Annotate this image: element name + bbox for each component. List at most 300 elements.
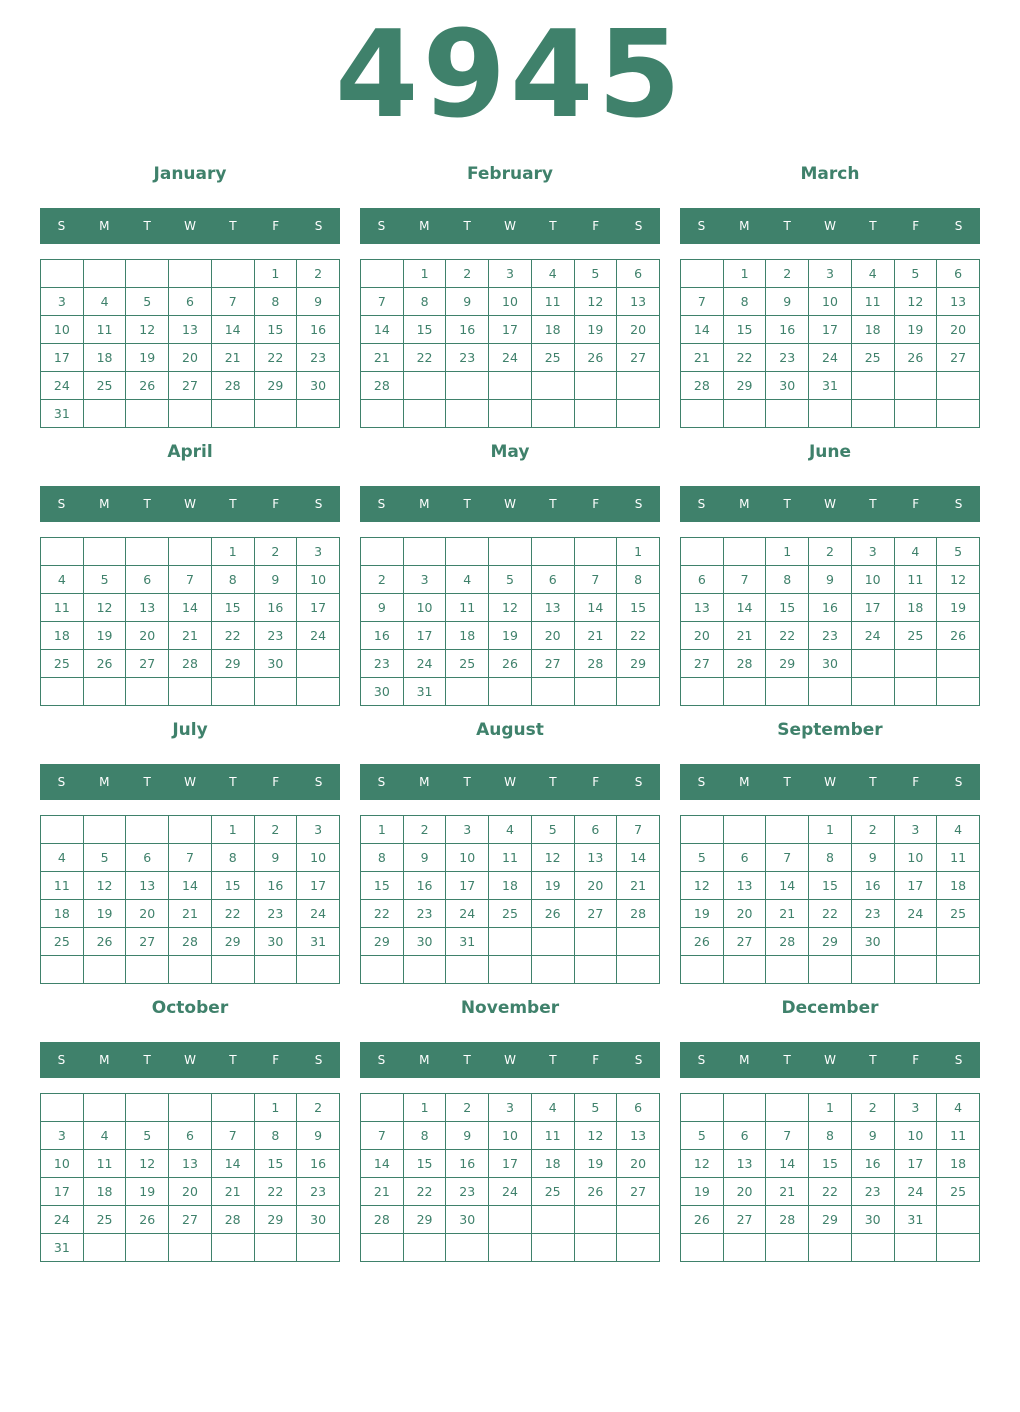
day-cell: 22	[809, 1178, 852, 1206]
day-cell	[361, 538, 404, 566]
weekday-label: T	[143, 497, 151, 511]
week-row	[41, 372, 340, 400]
day-cell: 25	[489, 900, 532, 928]
day-cell	[937, 400, 980, 428]
day-cell: 8	[211, 844, 254, 872]
weekday-label: W	[824, 775, 836, 789]
day-cell: 30	[254, 928, 297, 956]
day-cell: 6	[723, 844, 766, 872]
day-cell: 6	[531, 566, 574, 594]
weekday-label: S	[377, 497, 386, 511]
day-cell	[446, 400, 489, 428]
day-cell: 21	[617, 872, 660, 900]
day-cell: 26	[531, 900, 574, 928]
day-cell: 11	[83, 1150, 126, 1178]
day-cell: 13	[617, 288, 660, 316]
week-row	[41, 400, 340, 428]
day-cell	[723, 678, 766, 706]
day-cell: 21	[211, 344, 254, 372]
day-cell: 26	[574, 344, 617, 372]
day-cell: 7	[211, 1122, 254, 1150]
day-cell: 20	[723, 1178, 766, 1206]
day-cell	[211, 678, 254, 706]
day-cell	[574, 1234, 617, 1262]
week-row	[41, 956, 340, 984]
day-cell: 19	[126, 1178, 169, 1206]
week-row	[681, 400, 980, 428]
day-cell	[851, 400, 894, 428]
day-cell: 12	[574, 288, 617, 316]
day-cell	[489, 1206, 532, 1234]
week-row	[681, 566, 980, 594]
day-cell: 21	[723, 622, 766, 650]
day-cell: 13	[169, 1150, 212, 1178]
day-cell: 4	[41, 566, 84, 594]
day-cell: 10	[489, 1122, 532, 1150]
day-cell: 7	[681, 288, 724, 316]
day-cell: 16	[403, 872, 446, 900]
weekday-label: S	[697, 219, 706, 233]
day-cell: 19	[574, 1150, 617, 1178]
day-cell: 21	[169, 622, 212, 650]
day-cell: 31	[446, 928, 489, 956]
day-cell	[681, 400, 724, 428]
day-cell: 7	[211, 288, 254, 316]
day-cell: 6	[126, 844, 169, 872]
day-cell: 3	[297, 538, 340, 566]
day-cell: 21	[574, 622, 617, 650]
weekday-label: W	[184, 497, 196, 511]
day-cell: 8	[254, 1122, 297, 1150]
day-cell: 27	[169, 372, 212, 400]
day-cell: 19	[894, 316, 937, 344]
weekday-label: S	[634, 497, 643, 511]
day-cell	[617, 956, 660, 984]
day-cell: 22	[809, 900, 852, 928]
day-cell: 25	[531, 1178, 574, 1206]
week-row	[41, 594, 340, 622]
day-cell: 25	[894, 622, 937, 650]
day-cell: 20	[681, 622, 724, 650]
day-cell: 17	[41, 344, 84, 372]
day-cell: 18	[83, 344, 126, 372]
day-cell: 30	[809, 650, 852, 678]
day-cell: 4	[531, 260, 574, 288]
day-grid	[360, 537, 660, 706]
weekday-label: T	[463, 775, 471, 789]
weekday-label: T	[463, 219, 471, 233]
day-cell: 24	[297, 900, 340, 928]
day-cell: 6	[937, 260, 980, 288]
weekday-label: W	[184, 219, 196, 233]
day-cell: 26	[489, 650, 532, 678]
day-cell: 18	[531, 1150, 574, 1178]
day-cell	[574, 538, 617, 566]
weekday-label: S	[634, 219, 643, 233]
day-cell: 14	[169, 872, 212, 900]
day-cell: 16	[254, 594, 297, 622]
day-cell	[531, 372, 574, 400]
day-cell	[851, 678, 894, 706]
day-cell	[681, 678, 724, 706]
week-row	[361, 1150, 660, 1178]
day-cell	[361, 1234, 404, 1262]
day-cell: 2	[297, 1094, 340, 1122]
day-cell: 13	[531, 594, 574, 622]
day-cell: 2	[851, 1094, 894, 1122]
day-cell	[41, 1094, 84, 1122]
day-cell: 23	[403, 900, 446, 928]
weekday-header	[680, 208, 980, 244]
day-cell	[723, 1094, 766, 1122]
day-cell	[83, 816, 126, 844]
day-grid	[680, 815, 980, 984]
day-cell: 18	[531, 316, 574, 344]
day-cell: 1	[809, 1094, 852, 1122]
day-cell: 11	[41, 594, 84, 622]
week-row	[681, 260, 980, 288]
day-cell: 26	[83, 928, 126, 956]
day-cell: 10	[851, 566, 894, 594]
day-cell: 27	[681, 650, 724, 678]
day-cell	[169, 678, 212, 706]
day-cell: 23	[297, 344, 340, 372]
day-cell	[83, 956, 126, 984]
day-cell: 19	[937, 594, 980, 622]
weekday-label: M	[419, 775, 430, 789]
day-cell: 3	[894, 1094, 937, 1122]
day-cell: 17	[894, 1150, 937, 1178]
weekday-label: T	[143, 1053, 151, 1067]
weekday-label: S	[57, 219, 66, 233]
day-cell: 20	[126, 900, 169, 928]
weekday-header	[680, 764, 980, 800]
day-cell	[531, 1234, 574, 1262]
day-cell: 20	[169, 344, 212, 372]
day-grid	[40, 537, 340, 706]
day-grid	[40, 259, 340, 428]
week-row	[681, 372, 980, 400]
day-cell: 8	[254, 288, 297, 316]
day-cell: 12	[894, 288, 937, 316]
day-cell: 21	[211, 1178, 254, 1206]
weekday-label: T	[229, 1053, 237, 1067]
weekday-label: T	[783, 1053, 791, 1067]
day-cell: 29	[361, 928, 404, 956]
day-cell: 7	[766, 844, 809, 872]
day-cell: 6	[617, 1094, 660, 1122]
day-cell	[126, 816, 169, 844]
day-cell: 21	[766, 900, 809, 928]
day-cell: 1	[254, 260, 297, 288]
weekday-label: M	[739, 497, 750, 511]
day-cell: 18	[937, 1150, 980, 1178]
day-cell: 7	[617, 816, 660, 844]
week-row	[361, 1206, 660, 1234]
day-cell: 1	[766, 538, 809, 566]
month-name: September	[777, 720, 883, 740]
month-name: August	[476, 720, 544, 740]
day-cell: 31	[894, 1206, 937, 1234]
day-cell	[254, 1234, 297, 1262]
day-cell: 5	[531, 816, 574, 844]
day-cell: 30	[851, 1206, 894, 1234]
day-cell	[574, 956, 617, 984]
weekday-label: W	[504, 497, 516, 511]
day-cell: 6	[723, 1122, 766, 1150]
day-cell: 7	[723, 566, 766, 594]
day-cell	[489, 678, 532, 706]
day-cell: 9	[851, 844, 894, 872]
month-name: November	[460, 998, 560, 1018]
week-row	[41, 622, 340, 650]
day-cell: 26	[126, 1206, 169, 1234]
day-cell: 9	[766, 288, 809, 316]
day-cell: 16	[446, 1150, 489, 1178]
day-cell: 18	[489, 872, 532, 900]
day-cell: 19	[681, 1178, 724, 1206]
day-cell	[489, 372, 532, 400]
day-cell: 18	[851, 316, 894, 344]
day-cell: 22	[211, 900, 254, 928]
day-cell	[83, 538, 126, 566]
week-row	[41, 650, 340, 678]
week-row	[41, 1122, 340, 1150]
day-cell	[894, 678, 937, 706]
day-cell: 4	[937, 1094, 980, 1122]
day-cell: 30	[297, 372, 340, 400]
weekday-header	[680, 486, 980, 522]
week-row	[681, 872, 980, 900]
day-cell	[766, 1094, 809, 1122]
day-cell	[41, 538, 84, 566]
week-row	[41, 260, 340, 288]
day-cell	[531, 928, 574, 956]
day-cell: 7	[361, 288, 404, 316]
day-cell: 26	[83, 650, 126, 678]
day-cell: 5	[681, 844, 724, 872]
weekday-label: T	[229, 219, 237, 233]
weekday-label: M	[99, 497, 110, 511]
day-cell: 31	[403, 678, 446, 706]
week-row	[361, 566, 660, 594]
weekday-label: S	[57, 775, 66, 789]
day-cell	[83, 678, 126, 706]
week-row	[681, 844, 980, 872]
day-cell: 3	[489, 1094, 532, 1122]
day-cell: 28	[617, 900, 660, 928]
day-cell: 29	[766, 650, 809, 678]
day-cell	[211, 956, 254, 984]
day-cell: 6	[169, 288, 212, 316]
weekday-header	[40, 1042, 340, 1078]
day-cell: 14	[361, 1150, 404, 1178]
week-row	[41, 1178, 340, 1206]
year-title: 4945	[335, 6, 685, 145]
month-name: October	[151, 998, 229, 1018]
day-cell	[894, 1234, 937, 1262]
week-row	[681, 622, 980, 650]
day-cell	[766, 400, 809, 428]
weekday-label: S	[314, 497, 323, 511]
day-cell	[809, 956, 852, 984]
day-cell: 7	[766, 1122, 809, 1150]
weekday-label: S	[377, 1053, 386, 1067]
day-cell	[574, 928, 617, 956]
week-row	[41, 344, 340, 372]
day-cell: 18	[41, 900, 84, 928]
day-cell: 21	[361, 1178, 404, 1206]
day-cell	[894, 956, 937, 984]
day-cell	[41, 816, 84, 844]
day-cell	[297, 650, 340, 678]
day-cell: 13	[617, 1122, 660, 1150]
day-cell: 5	[83, 844, 126, 872]
day-cell: 24	[489, 344, 532, 372]
day-cell: 24	[41, 1206, 84, 1234]
day-cell: 28	[766, 1206, 809, 1234]
day-cell: 2	[446, 260, 489, 288]
day-cell: 16	[446, 316, 489, 344]
weekday-label: T	[869, 1053, 877, 1067]
day-cell: 15	[809, 872, 852, 900]
day-cell: 4	[894, 538, 937, 566]
day-cell	[681, 260, 724, 288]
week-row	[41, 928, 340, 956]
day-cell: 1	[809, 816, 852, 844]
day-cell: 8	[809, 1122, 852, 1150]
day-cell: 27	[723, 928, 766, 956]
day-cell: 23	[254, 900, 297, 928]
day-cell: 28	[211, 1206, 254, 1234]
day-cell: 9	[446, 1122, 489, 1150]
day-cell	[169, 400, 212, 428]
day-cell: 10	[297, 844, 340, 872]
weekday-label: T	[549, 775, 557, 789]
day-cell: 3	[297, 816, 340, 844]
day-cell	[403, 400, 446, 428]
day-cell: 21	[681, 344, 724, 372]
day-cell	[937, 956, 980, 984]
day-cell: 14	[169, 594, 212, 622]
day-cell: 17	[41, 1178, 84, 1206]
day-cell	[489, 538, 532, 566]
day-cell	[489, 1234, 532, 1262]
day-cell: 28	[211, 372, 254, 400]
weekday-label: W	[504, 1053, 516, 1067]
week-row	[41, 844, 340, 872]
week-row	[41, 1234, 340, 1262]
day-cell: 12	[83, 872, 126, 900]
week-row	[361, 288, 660, 316]
day-cell: 3	[809, 260, 852, 288]
day-cell: 10	[809, 288, 852, 316]
day-cell: 26	[574, 1178, 617, 1206]
week-row	[41, 316, 340, 344]
day-cell	[617, 928, 660, 956]
day-cell: 28	[169, 650, 212, 678]
day-cell: 15	[766, 594, 809, 622]
weekday-label: T	[229, 775, 237, 789]
day-cell: 5	[126, 288, 169, 316]
day-cell: 28	[169, 928, 212, 956]
day-cell: 9	[446, 288, 489, 316]
week-row	[41, 288, 340, 316]
day-cell	[851, 650, 894, 678]
day-cell	[446, 372, 489, 400]
day-cell	[574, 1206, 617, 1234]
week-row	[361, 622, 660, 650]
day-cell: 17	[851, 594, 894, 622]
weekday-label: M	[99, 775, 110, 789]
weekday-header	[680, 1042, 980, 1078]
day-cell	[681, 816, 724, 844]
week-row	[41, 900, 340, 928]
day-cell: 1	[617, 538, 660, 566]
day-cell	[126, 1094, 169, 1122]
day-cell	[766, 956, 809, 984]
week-row	[41, 1150, 340, 1178]
day-cell	[126, 538, 169, 566]
weekday-label: T	[783, 497, 791, 511]
day-cell	[254, 400, 297, 428]
day-cell	[617, 1206, 660, 1234]
day-cell: 29	[211, 928, 254, 956]
weekday-label: S	[697, 775, 706, 789]
day-cell	[851, 372, 894, 400]
day-cell: 25	[531, 344, 574, 372]
day-cell	[809, 1234, 852, 1262]
day-cell: 19	[531, 872, 574, 900]
day-cell: 3	[446, 816, 489, 844]
day-cell: 2	[403, 816, 446, 844]
weekday-label: T	[783, 219, 791, 233]
day-cell: 22	[254, 1178, 297, 1206]
week-row	[681, 678, 980, 706]
day-cell: 22	[211, 622, 254, 650]
day-cell: 14	[617, 844, 660, 872]
day-cell: 22	[254, 344, 297, 372]
day-cell: 18	[41, 622, 84, 650]
day-cell: 5	[681, 1122, 724, 1150]
day-cell: 7	[169, 566, 212, 594]
day-cell: 16	[297, 1150, 340, 1178]
day-cell: 16	[766, 316, 809, 344]
day-cell: 8	[403, 1122, 446, 1150]
weekday-label: F	[272, 775, 280, 789]
day-cell: 28	[681, 372, 724, 400]
weekday-label: M	[419, 219, 430, 233]
day-cell: 9	[403, 844, 446, 872]
day-cell: 11	[41, 872, 84, 900]
day-cell	[574, 400, 617, 428]
day-cell: 18	[83, 1178, 126, 1206]
day-cell: 18	[937, 872, 980, 900]
day-cell	[126, 956, 169, 984]
weekday-label: S	[954, 497, 963, 511]
day-cell: 26	[937, 622, 980, 650]
day-cell: 28	[723, 650, 766, 678]
day-cell	[894, 650, 937, 678]
weekday-label: T	[463, 497, 471, 511]
weekday-label: F	[592, 219, 600, 233]
day-cell: 6	[574, 816, 617, 844]
day-cell: 17	[894, 872, 937, 900]
weekday-label: T	[463, 1053, 471, 1067]
day-cell	[211, 260, 254, 288]
day-cell	[937, 372, 980, 400]
day-cell	[41, 678, 84, 706]
